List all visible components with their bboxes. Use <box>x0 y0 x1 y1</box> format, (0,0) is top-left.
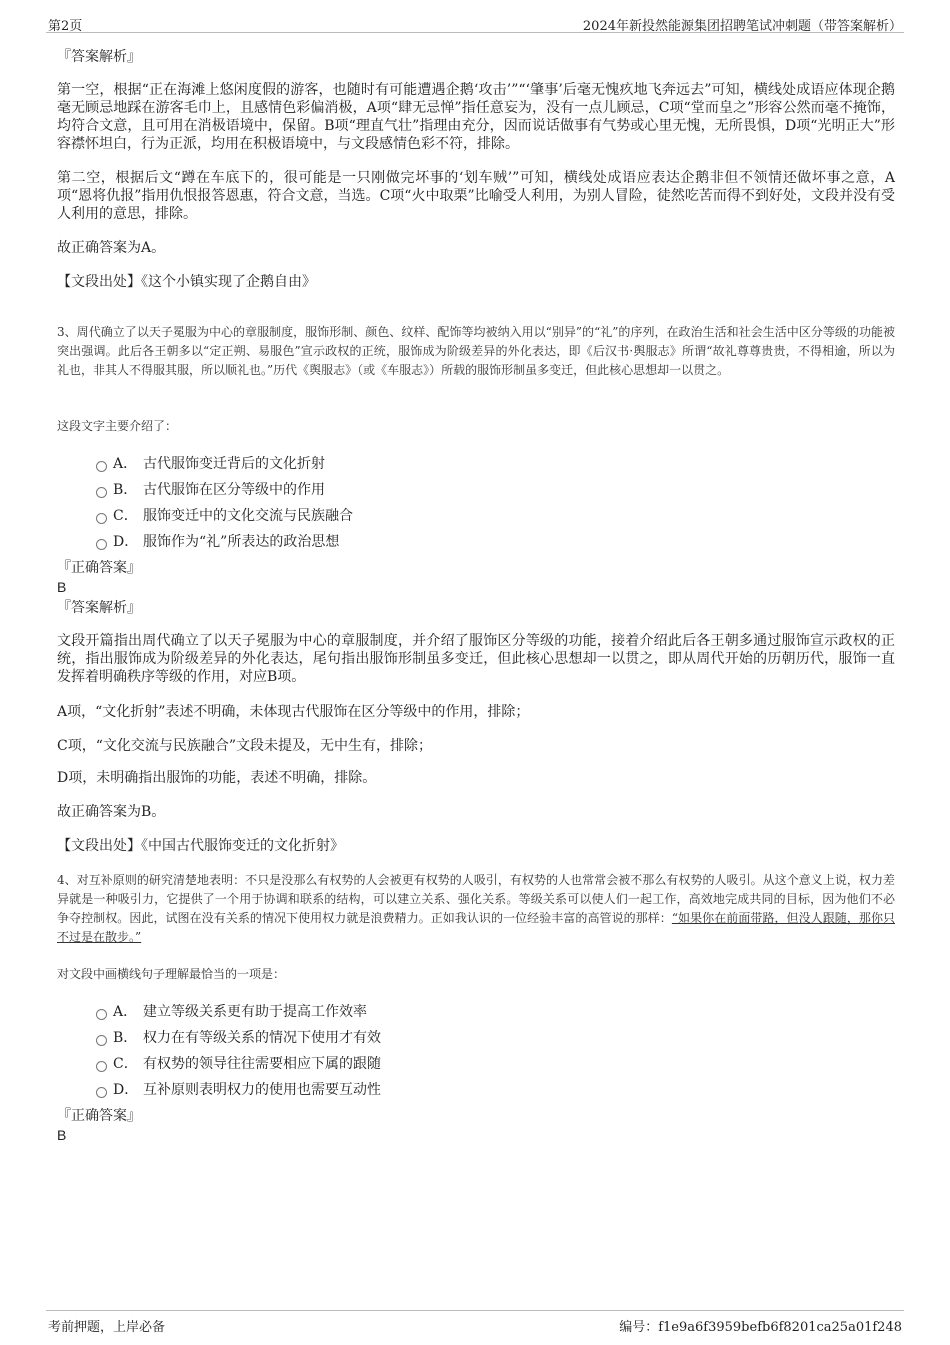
document-id: 编号：f1e9a6f3959befb6f8201ca25a01f248 <box>619 1320 902 1335</box>
radio-icon[interactable] <box>96 1035 107 1046</box>
q3-stem: 3、周代确立了以天子冕服为中心的章服制度，服饰形制、颜色、纹样、配饰等均被纳入用以“别异”的“礼”的序列，在政治生活和社会生活中区分等级的功能被突出强调。此后各王朝多以“定正朔、易服色”宣示政权的正统，服饰成为阶级差异的外化表达，即《后汉书·舆服志》所谓“故礼尊尊贵贵，不得相逾，所以为礼也，非其人不得服其服，所以顺礼也。”历代《舆服志》（或《车服志》）所载的服饰形制虽多变迁，但此核心思想却一以贯之。 <box>57 325 895 377</box>
radio-icon[interactable] <box>96 461 107 472</box>
q2-analysis-label: 『答案解析』 <box>57 49 141 65</box>
radio-icon[interactable] <box>96 513 107 524</box>
document-title: 2024年新投然能源集团招聘笔试冲刺题（带答案解析） <box>582 19 902 34</box>
page-number: 第2页 <box>48 19 83 34</box>
q3-analysis-p1: 文段开篇指出周代确立了以天子冕服为中心的章服制度，并介绍了服饰区分等级的功能，接着介绍此后各王朝多通过服饰宣示政权的正统，指出服饰成为阶级差异的外化表达，尾句指出服饰形制虽多变迁，但此核心思想却一以贯之，即从周代开始的历朝历代，服饰一直发挥着明确秩序等级的作用，对应B项。 <box>57 633 895 685</box>
q4-answer-label: 『正确答案』 <box>57 1108 141 1124</box>
q3-question: 这段文字主要介绍了： <box>57 419 178 433</box>
q3-option-c[interactable]: C． 服饰变迁中的文化交流与民族融合 <box>96 505 353 525</box>
q4-option-d[interactable]: D． 互补原则表明权力的使用也需要互动性 <box>96 1079 381 1099</box>
q3-analysis-a: A项，“文化折射”表述不明确，未体现古代服饰在区分等级中的作用，排除； <box>57 704 530 720</box>
q3-answer: B <box>57 579 67 595</box>
q3-answer-label: 『正确答案』 <box>57 560 141 576</box>
q4-stem: 4、对互补原则的研究清楚地表明：不只是没那么有权势的人会被更有权势的人吸引，有权势的人也常常会被不那么有权势的人吸引。从这个意义上说，权力差异就是一种吸引力，它提供了一个用于协调和联系的结构，可以建立关系、强化关系。等级关系可以使人们一起工作，高效地完成共同的目标，因为他们不必争夺控制权。因此，试图在没有关系的情况下使用权力就是浪费精力。正如我认识的一位经验丰富的高管说的那样：“如果你在前面带路，但没人跟随，那你只不过是在散步。” <box>57 873 895 944</box>
q4-option-c[interactable]: C． 有权势的领导往往需要相应下属的跟随 <box>96 1053 381 1073</box>
q2-conclusion: 故正确答案为A。 <box>57 240 166 256</box>
page-header <box>46 12 904 33</box>
q4-underlined-sentence: “如果你在前面带路，但没人跟随，那你只不过是在散步。” <box>57 911 895 944</box>
q3-option-d[interactable]: D． 服饰作为“礼”所表达的政治思想 <box>96 531 339 551</box>
q3-analysis-label: 『答案解析』 <box>57 600 141 616</box>
q4-option-a[interactable]: A． 建立等级关系更有助于提高工作效率 <box>96 1001 367 1021</box>
q3-analysis-c: C项，“文化交流与民族融合”文段未提及，无中生有，排除； <box>57 738 433 754</box>
q2-analysis-p2: 第二空，根据后文“蹲在车底下的，很可能是一只刚做完坏事的‘划车贼’”可知，横线处成语应表达企鹅非但不领情还做坏事之意，A项“恩将仇报”指用仇恨报答恩惠，符合文意，当选。C项“火中取栗”比喻受人利用，为别人冒险，徒然吃苦而得不到好处，文段并没有受人利用的意思，排除。 <box>57 170 895 222</box>
q4-option-b[interactable]: B． 权力在有等级关系的情况下使用才有效 <box>96 1027 381 1047</box>
q2-analysis-p1: 第一空，根据“正在海滩上悠闲度假的游客，也随时有可能遭遇企鹅‘攻击’”“‘肇事’后毫无愧疚地飞奔远去”可知，横线处成语应体现企鹅毫无顾忌地踩在游客毛巾上，且感情色彩偏消极，A项“肆无忌惮”指任意妄为，没有一点儿顾忌，C项“堂而皇之”形容公然而毫不掩饰，均符合文意，且可用在消极语境中，保留。B项“理直气壮”指理由充分，因而说话做事有气势或心里无愧，无所畏惧，D项“光明正大”形容襟怀坦白，行为正派，均用在积极语境中，与文段感情色彩不符，排除。 <box>57 82 895 152</box>
page-footer <box>46 1310 904 1339</box>
q4-question: 对文段中画横线句子理解最恰当的一项是： <box>57 967 286 981</box>
q3-analysis-d: D项，未明确指出服饰的功能，表述不明确，排除。 <box>57 770 377 786</box>
q3-option-a[interactable]: A． 古代服饰变迁背后的文化折射 <box>96 453 325 473</box>
q4-answer: B <box>57 1127 67 1143</box>
radio-icon[interactable] <box>96 1087 107 1098</box>
q3-source: 【文段出处】《中国古代服饰变迁的文化折射》 <box>57 838 344 854</box>
radio-icon[interactable] <box>96 1061 107 1072</box>
q3-option-b[interactable]: B． 古代服饰在区分等级中的作用 <box>96 479 325 499</box>
q3-conclusion: 故正确答案为B。 <box>57 804 166 820</box>
radio-icon[interactable] <box>96 487 107 498</box>
footer-slogan: 考前押题，上岸必备 <box>48 1320 166 1335</box>
q2-source: 【文段出处】《这个小镇实现了企鹅自由》 <box>57 274 316 290</box>
radio-icon[interactable] <box>96 1009 107 1020</box>
radio-icon[interactable] <box>96 539 107 550</box>
